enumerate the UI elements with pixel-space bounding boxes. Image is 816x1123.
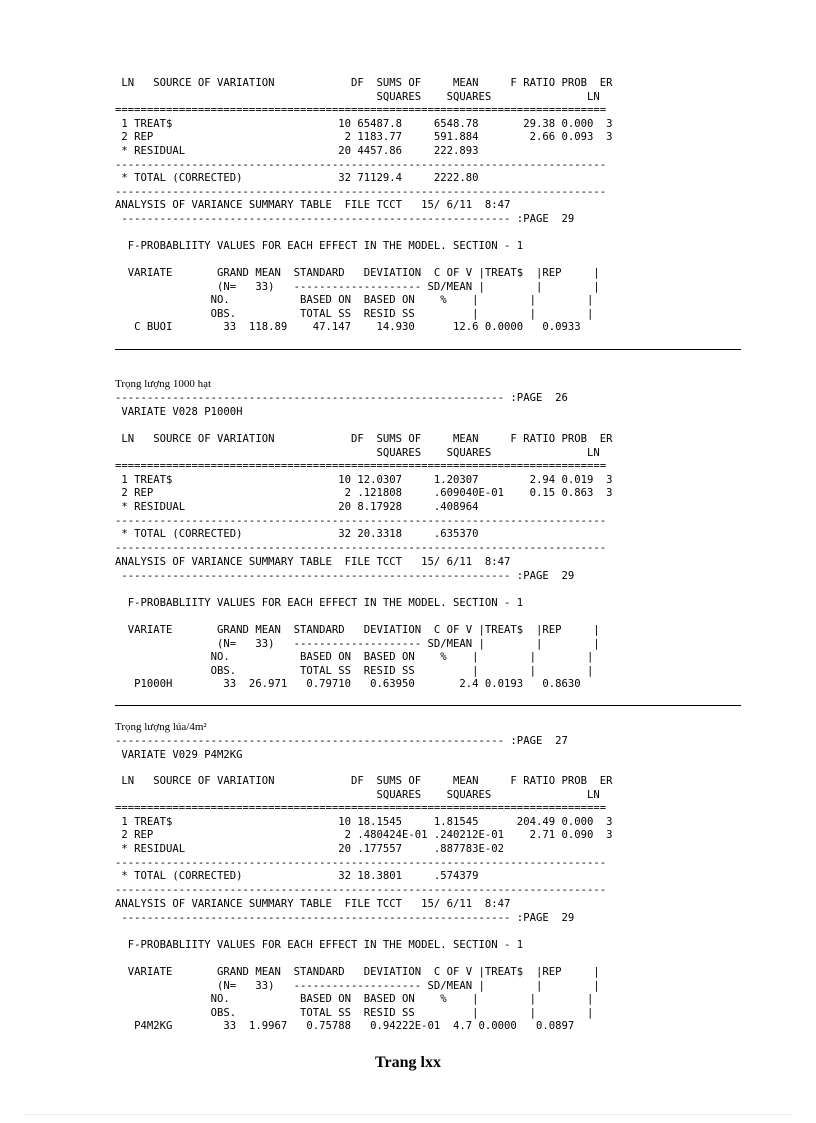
section-caption-3: Trọng lượng lúa/4m² — [115, 721, 207, 733]
fprob-table-section-3: VARIATE GRAND MEAN STANDARD DEVIATION C OF V |TREAT$ |REP | (N= 33) -------------------- SD/MEAN | | | NO. BASED ON BASED ON % | | | OBS. TOTAL SS RESID SS | | | P4M2KG 33 1.9967 0.75788 0.94222E-01 4.7 0.0000 0.0897 — [127, 966, 600, 1033]
fprob-title-section-3: F-PROBABLIITY VALUES FOR EACH EFFECT IN THE MODEL. SECTION - 1 — [115, 939, 524, 951]
anova-table-section-3: LN SOURCE OF VARIATION DF SUMS OF MEAN F RATIO PROB ER SQUARES SQUARES LN ============================================================================= 1 TREAT$ 10 18.1545 1.81545 204.49 0.000 3 2 REP 2 .480424E-01 .240212E-01 2.71 0.090 3 * RESIDUAL 20 .177557 .887783E-02 ----------------------------------------------------------------------------- * TOTAL (CORRECTED) 32 18.3801 .574379 ----------------------------------------------------------------------------- — [115, 775, 613, 896]
section-caption-2: Trọng lượng 1000 hạt — [115, 378, 212, 390]
summary-header-section-3: ANALYSIS OF VARIANCE SUMMARY TABLE FILE TCCT 15/ 6/11 8:47 ------------------------------------------------------------- :PAGE 29 — [115, 898, 575, 924]
anova-table-section-1: LN SOURCE OF VARIATION DF SUMS OF MEAN F RATIO PROB ER SQUARES SQUARES LN ============================================================================= 1 TREAT$ 10 65487.8 6548.78 29.38 0.000 3 2 REP 2 1183.77 591.884 2.66 0.093 3 * RESIDUAL 20 4457.86 222.893 ----------------------------------------------------------------------------- * TOTAL (CORRECTED) 32 71129.4 2222.80 ----------------------------------------------------------------------------- — [115, 77, 613, 198]
page-line-section-3: ------------------------------------------------------------- :PAGE 27 VARIATE V029 P4M2KG — [115, 735, 568, 761]
section-divider-2 — [115, 705, 741, 706]
fprob-table-section-1: VARIATE GRAND MEAN STANDARD DEVIATION C OF V |TREAT$ |REP | (N= 33) -------------------- SD/MEAN | | | NO. BASED ON BASED ON % | | | OBS. TOTAL SS RESID SS | | | C BUOI 33 118.89 47.147 14.930 12.6 0.0000 0.0933 — [127, 267, 600, 334]
fprob-title-section-2: F-PROBABLIITY VALUES FOR EACH EFFECT IN THE MODEL. SECTION - 1 — [115, 597, 524, 609]
summary-header-section-2: ANALYSIS OF VARIANCE SUMMARY TABLE FILE TCCT 15/ 6/11 8:47 ------------------------------------------------------------- :PAGE 29 — [115, 556, 575, 582]
page-number-label: Trang lxx — [375, 1054, 441, 1071]
summary-header-section-1: ANALYSIS OF VARIANCE SUMMARY TABLE FILE TCCT 15/ 6/11 8:47 ------------------------------------------------------------- :PAGE 29 — [115, 199, 575, 225]
section-divider-1 — [115, 349, 741, 350]
bottom-border — [25, 1114, 791, 1115]
page-line-section-2: ------------------------------------------------------------- :PAGE 26 VARIATE V028 P1000H — [115, 392, 568, 418]
fprob-title-section-1: F-PROBABLIITY VALUES FOR EACH EFFECT IN THE MODEL. SECTION - 1 — [115, 240, 524, 252]
fprob-table-section-2: VARIATE GRAND MEAN STANDARD DEVIATION C OF V |TREAT$ |REP | (N= 33) -------------------- SD/MEAN | | | NO. BASED ON BASED ON % | | | OBS. TOTAL SS RESID SS | | | P1000H 33 26.971 0.79710 0.63950 2.4 0.0193 0.8630 — [127, 624, 600, 691]
anova-table-section-2: LN SOURCE OF VARIATION DF SUMS OF MEAN F RATIO PROB ER SQUARES SQUARES LN ============================================================================= 1 TREAT$ 10 12.0307 1.20307 2.94 0.019 3 2 REP 2 .121808 .609040E-01 0.15 0.863 3 * RESIDUAL 20 8.17928 .408964 ----------------------------------------------------------------------------- * TOTAL (CORRECTED) 32 20.3318 .635370 ----------------------------------------------------------------------------- — [115, 433, 613, 554]
